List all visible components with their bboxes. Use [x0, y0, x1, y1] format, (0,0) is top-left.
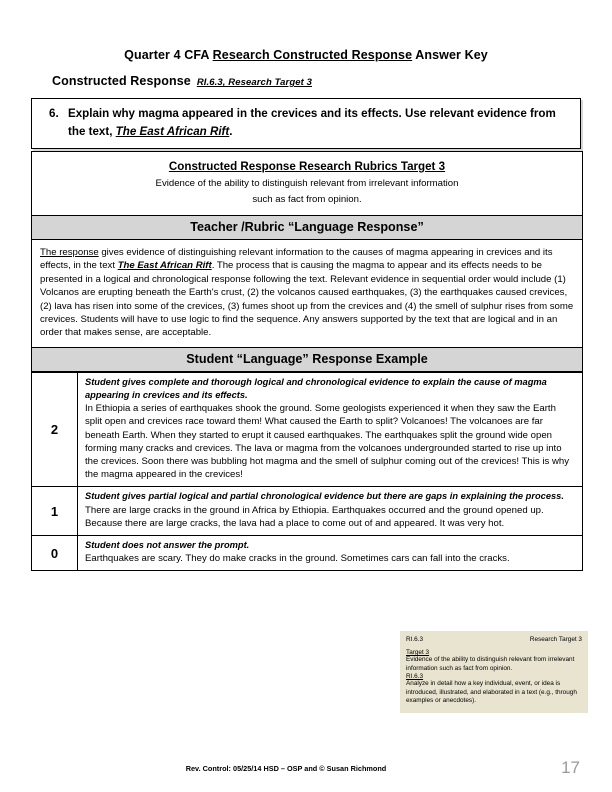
teacher-rubric-body — [32, 240, 582, 347]
standards-code-right: Research Target 3 — [529, 636, 582, 643]
title-underlined: Research Constructed Response — [212, 48, 413, 62]
score-value: 0 — [32, 536, 78, 570]
teacher-rubric-band: Teacher /Rubric “Language Response” — [32, 215, 582, 240]
score-content — [78, 487, 582, 535]
score-descriptor: Student gives partial logical and partial chronological evidence but there are gaps in explaining the process. — [85, 491, 564, 502]
rubric-header — [32, 152, 582, 215]
page-number: 17 — [561, 758, 580, 777]
page-subtitle — [0, 74, 612, 88]
teacher-body-lead: The response — [40, 247, 99, 258]
rubric-header-line1: Evidence of the ability to distinguish relevant from irrelevant information — [155, 178, 459, 189]
standards-standard-body: Analyze in detail how a key individual, event, or idea is introduced, illustrated, and elaborated in a text (e.g., through examples or anecdotes). — [406, 680, 577, 705]
standards-code-left: RI.6.3 — [406, 636, 424, 643]
question-text-title: The East African Rift — [115, 125, 230, 138]
score-descriptor: Student gives complete and thorough logical and chronological evidence to explain the cause of magma appearing in crevices and its effects. — [85, 376, 547, 401]
score-value: 2 — [32, 373, 78, 487]
question-row — [42, 105, 570, 141]
standards-standard-label: RI.6.3 — [406, 673, 424, 681]
score-content — [78, 536, 582, 570]
score-value: 1 — [32, 487, 78, 535]
standards-codes-row — [406, 636, 582, 643]
score-example: In Ethiopia a series of earthquakes shook the ground. Some geologists experienced it when they saw the Earth split open and crevices race toward them! What caused the Earth to split? Volcanoes! The volcanoes are far beneath Earth. When they started to erupt it caused earthquakes. The earthquakes split the ground wide open forming many cracks and crevices. The lava or magma from the volcanoes undergrounded started to rise up into the crevices. Soon there was bubbling hot magma and the smell of sulphur coming out of the crevices! This is why the magma appeared in the crevices! — [85, 403, 570, 481]
subtitle-standard: RI.6.3, Research Target 3 — [196, 77, 312, 88]
teacher-body-part1: gives evidence of distinguishing relevant information to the causes of magma appearing in crevices and its effects, in the text — [40, 247, 553, 272]
table-row — [32, 372, 582, 487]
subtitle-label: Constructed Response — [52, 74, 191, 88]
score-example: There are large cracks in the ground in Africa by Ethiopia. Earthquakes occurred and the ground opened up. Because there are large cracks, the lava had a place to come out of and appeared. It was very hot. — [85, 504, 544, 529]
table-row — [32, 535, 582, 570]
standards-target-body: Evidence of the ability to distinguish relevant from irrelevant information such as fact from opinion. — [406, 656, 575, 672]
title-suffix: Answer Key — [412, 48, 488, 62]
question-number: 6. — [49, 107, 59, 120]
rubric-header-line2: such as fact from opinion. — [252, 194, 362, 205]
teacher-body-part2: . The process that is causing the magma to appear and its effects needs to be presented in a logical and chronological response following the text. Relevant evidence in sequential order would include (1) Volcanos are erupting beneath the Earth's crust, (2) the volcanos caused earthquakes, (3) the earthquakes caused crevices, (2) lava has risen into some of the crevices, (3) fumes shoot up from the crevices and (4) the smell of sulphur rises from some crevices. Students will have to use logic to find the sequence. Any answers supported by the text that are logical and in an order that makes sense, are acceptable. — [40, 260, 574, 339]
rubric-header-title: Constructed Response Research Rubrics Target 3 — [168, 160, 446, 173]
score-content — [78, 373, 582, 487]
table-row — [32, 486, 582, 535]
question-text-before: Explain why magma appeared in the crevices and its effects. Use relevant evidence from the text, — [68, 107, 556, 138]
score-example: Earthquakes are scary. They do make cracks in the ground. Sometimes cars can fall into the cracks. — [85, 553, 510, 565]
standards-target-label: Target 3 — [406, 649, 430, 656]
student-response-band: Student “Language” Response Example — [32, 347, 582, 372]
page-title — [0, 48, 612, 62]
title-prefix: Quarter 4 CFA — [124, 48, 213, 62]
question-box — [31, 98, 581, 149]
question-text — [68, 105, 570, 141]
teacher-body-text-title: The East African Rift — [117, 260, 212, 272]
score-descriptor: Student does not answer the prompt. — [85, 540, 250, 551]
footer-revision-text: Rev. Control: 05/25/14 HSD – OSP and © Susan Richmond — [185, 764, 387, 773]
rubric-table — [31, 151, 583, 571]
question-text-after: . — [229, 125, 233, 138]
standards-reference-box — [400, 631, 588, 713]
